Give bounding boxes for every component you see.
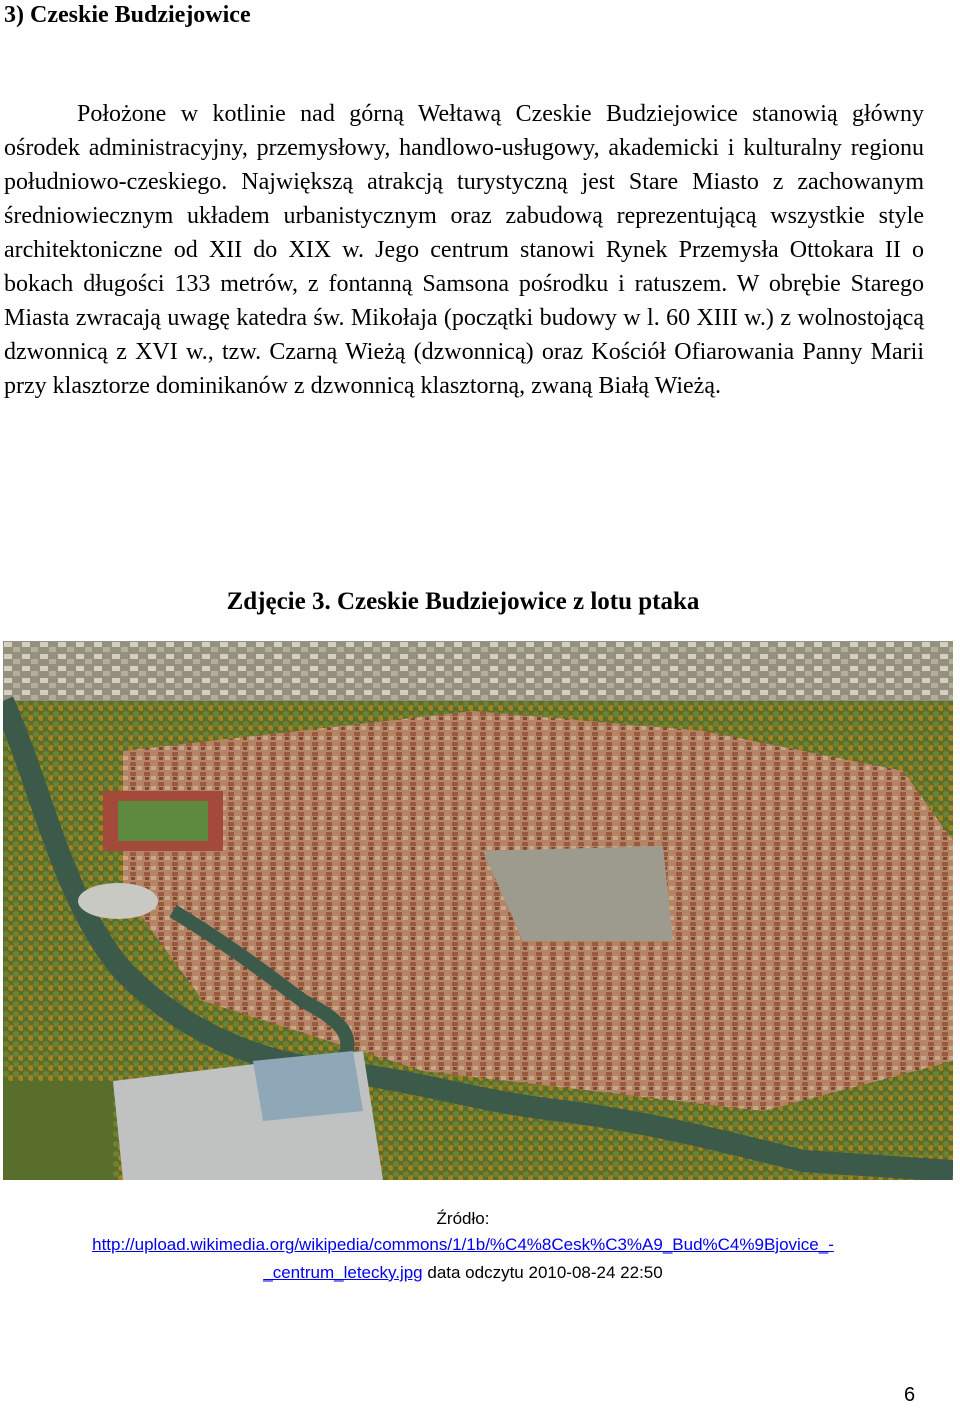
aerial-city-photo: [3, 641, 953, 1180]
photo-caption: Zdjęcie 3. Czeskie Budziejowice z lotu ptaka: [226, 588, 700, 615]
access-date-note: data odczytu 2010-08-24 22:50: [422, 1263, 663, 1282]
page-number: 6: [904, 1384, 916, 1406]
source-label: Źródło:: [436, 1209, 490, 1228]
source-link-part-1[interactable]: http://upload.wikimedia.org/wikipedia/commons/1/1b/%C4%8Cesk%C3%A9_Bud%C4%9Bjovice_-: [92, 1235, 834, 1254]
source-url-line-1: [0, 1232, 926, 1258]
source-link-part-2[interactable]: _centrum_letecky.jpg: [263, 1263, 423, 1282]
source-url-line-2: [0, 1260, 926, 1286]
section-heading: 3) Czeskie Budziejowice: [4, 2, 251, 28]
body-paragraph: Położone w kotlinie nad górną Wełtawą Czeskie Budziejowice stanowią główny ośrodek administracyjny, przemysłowy, handlowo-usługowy, akademicki i kulturalny regionu południowo-czeskiego. Największą atrakcją turystyczną jest Stare Miasto z zachowanym średniowiecznym układem urbanistycznym oraz zabudową reprezentującą wszystkie style architektoniczne od XII do XIX w. Jego centrum stanowi Rynek Przemysła Ottokara II o bokach długości 133 metrów, z fontanną Samsona pośrodku i ratuszem. W obrębie Starego Miasta zwracają uwagę katedra św. Mikołaja (początki budowy w l. 60 XIII w.) z wolnostojącą dzwonnicą z XVI w., tzw. Czarną Wieżą (dzwonnicą) oraz Kościół Ofiarowania Panny Marii przy klasztorze dominikanów z dzwonnicą klasztorną, zwaną Białą Wieżą.: [4, 101, 924, 399]
